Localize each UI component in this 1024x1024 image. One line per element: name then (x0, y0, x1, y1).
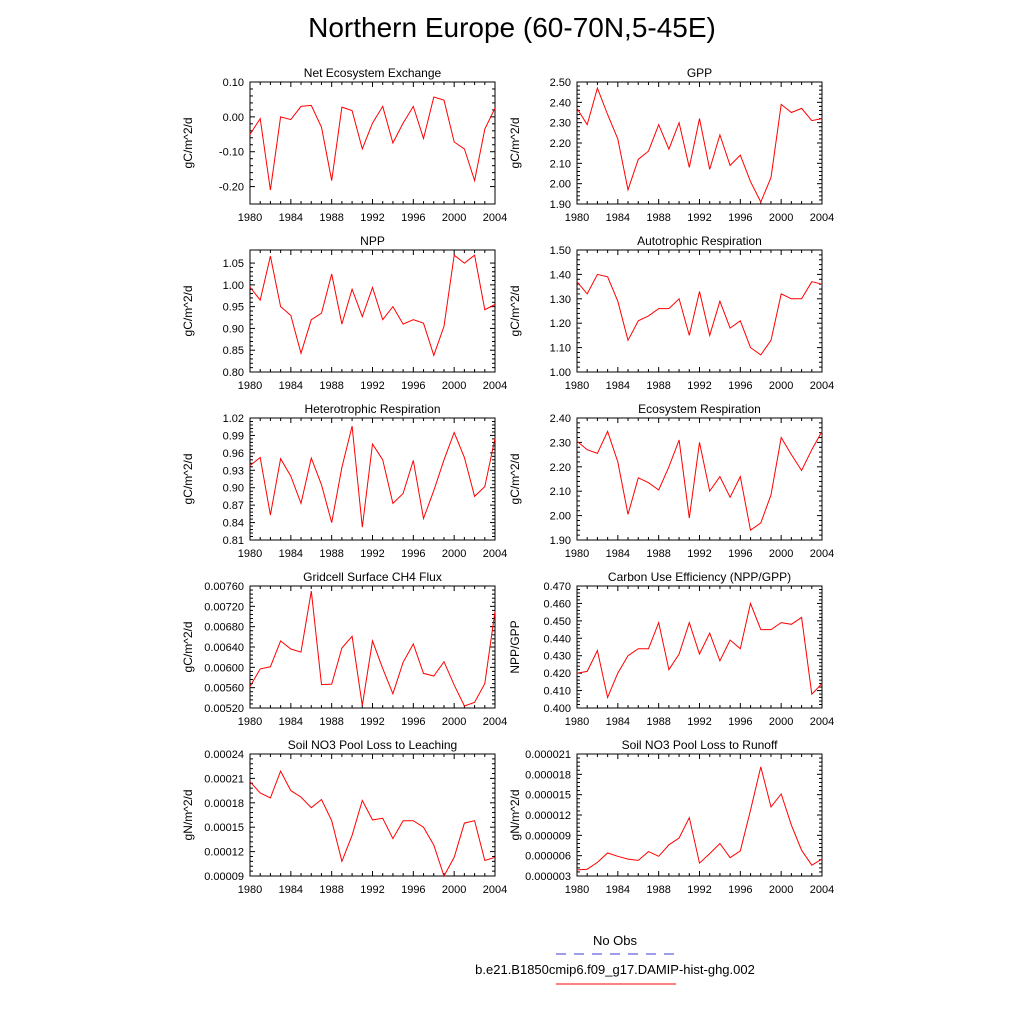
chart-9-ytick-label: 0.00009 (204, 871, 244, 883)
chart-1-ytick-label: 0.10 (222, 77, 244, 89)
chart-8-ytick-label: 0.440 (543, 633, 571, 646)
chart-8-ytick-label: 0.400 (543, 703, 571, 715)
chart-6-title: Ecosystem Respiration (638, 402, 761, 416)
chart-4-ytick-label: 1.10 (549, 342, 571, 355)
chart-6-ytick-label: 2.30 (549, 437, 571, 450)
chart-9-ytick-label: 0.00018 (204, 797, 244, 810)
chart-9-ylabel: gN/m^2/d (181, 789, 195, 841)
chart-9-xtick-label: 2000 (441, 884, 467, 896)
chart-4-series-line (577, 274, 822, 355)
chart-1-xtick-label: 1992 (360, 212, 385, 224)
chart-5-ytick-label: 0.96 (222, 447, 244, 460)
chart-1-xtick-label: 1996 (401, 212, 426, 224)
chart-10-ytick-label: 0.000009 (525, 830, 571, 843)
chart-10-ytick-label: 0.000015 (525, 789, 571, 802)
chart-10-ytick-label: 0.000012 (525, 810, 571, 822)
chart-2-ytick-label: 2.40 (549, 97, 571, 110)
chart-4-ytick-label: 1.20 (549, 318, 571, 331)
chart-2-ytick-label: 2.30 (549, 117, 571, 130)
chart-5-xtick-label: 1988 (319, 548, 344, 560)
chart-10-xtick-label: 2004 (809, 884, 835, 896)
chart-10-xtick-label: 1984 (605, 884, 631, 896)
chart-3-ytick-label: 1.05 (222, 258, 244, 271)
chart-2-ytick-label: 2.10 (549, 158, 571, 171)
chart-4-xtick-label: 1984 (605, 380, 631, 392)
chart-1-frame (250, 82, 495, 204)
chart-4-xtick-label: 2004 (809, 380, 835, 392)
chart-3-ytick-label: 0.90 (222, 323, 244, 336)
chart-1-ytick-label: 0.00 (222, 111, 244, 124)
chart-10-frame (577, 754, 822, 876)
chart-5-ytick-label: 0.99 (222, 430, 244, 443)
chart-4-ylabel: gC/m^2/d (508, 285, 522, 337)
chart-9-xtick-label: 1980 (237, 884, 263, 896)
legend-noobs-label: No Obs (592, 933, 638, 948)
chart-6-ytick-label: 2.10 (549, 486, 571, 499)
chart-7-xtick-label: 2004 (482, 716, 508, 728)
chart-7-ytick-label: 0.00520 (204, 703, 244, 715)
chart-5-frame (250, 418, 495, 540)
chart-4-frame (577, 250, 822, 372)
chart-5-ytick-label: 1.02 (222, 413, 244, 425)
chart-6-ylabel: gC/m^2/d (508, 453, 522, 505)
chart-7-ytick-label: 0.00600 (204, 662, 244, 675)
chart-9-xtick-label: 1984 (278, 884, 304, 896)
chart-5-series-line (250, 426, 495, 527)
chart-9-ytick-label: 0.00012 (204, 846, 244, 859)
chart-10-xtick-label: 1996 (728, 884, 753, 896)
chart-4-xtick-label: 2000 (768, 380, 794, 392)
chart-2-ytick-label: 2.50 (549, 77, 571, 89)
chart-2-ytick-label: 1.90 (549, 199, 571, 211)
chart-7-xtick-label: 1984 (278, 716, 304, 728)
chart-1-xtick-label: 2004 (482, 212, 508, 224)
chart-2-ytick-label: 2.00 (549, 178, 571, 191)
chart-4-xtick-label: 1992 (687, 380, 712, 392)
chart-9-xtick-label: 2004 (482, 884, 508, 896)
chart-10-title: Soil NO3 Pool Loss to Runoff (621, 738, 778, 752)
chart-3-xtick-label: 1992 (360, 380, 385, 392)
chart-7-series-line (250, 591, 495, 706)
chart-8-series-line (577, 603, 822, 697)
chart-7-xtick-label: 2000 (441, 716, 467, 728)
chart-7-ytick-label: 0.00680 (204, 621, 244, 634)
chart-8-xtick-label: 1984 (605, 716, 631, 728)
chart-2-xtick-label: 2004 (809, 212, 835, 224)
chart-9-frame (250, 754, 495, 876)
chart-7-ytick-label: 0.00760 (204, 581, 244, 593)
chart-3-ytick-label: 0.85 (222, 345, 244, 358)
chart-2-title: GPP (686, 66, 713, 80)
chart-6-frame (577, 418, 822, 540)
chart-6-ytick-label: 2.40 (549, 413, 571, 425)
chart-8-xtick-label: 1996 (728, 716, 753, 728)
chart-3-series-line (250, 255, 495, 355)
chart-2-ytick-label: 2.20 (549, 138, 571, 150)
chart-3-xtick-label: 2000 (441, 380, 467, 392)
chart-9-series-line (250, 771, 495, 876)
chart-3-xtick-label: 1984 (278, 380, 304, 392)
chart-6-xtick-label: 1988 (646, 548, 671, 560)
chart-1-ytick-label: -0.20 (218, 181, 244, 194)
chart-6-xtick-label: 2000 (768, 548, 794, 560)
chart-8-ytick-label: 0.460 (543, 598, 571, 611)
chart-8-ytick-label: 0.430 (543, 650, 571, 663)
chart-9-xtick-label: 1988 (319, 884, 344, 896)
chart-3-title: NPP (360, 234, 385, 248)
chart-10-ytick-label: 0.000003 (525, 871, 571, 883)
chart-10-xtick-label: 1992 (687, 884, 712, 896)
chart-5-xtick-label: 1984 (278, 548, 304, 560)
chart-9-xtick-label: 1992 (360, 884, 385, 896)
chart-8-xtick-label: 1980 (564, 716, 590, 728)
chart-4-xtick-label: 1988 (646, 380, 671, 392)
chart-9-ytick-label: 0.00015 (204, 822, 244, 835)
chart-2-frame (577, 82, 822, 204)
chart-5-ytick-label: 0.84 (222, 517, 244, 530)
chart-5-title: Heterotrophic Respiration (304, 402, 441, 416)
chart-3-ylabel: gC/m^2/d (181, 285, 195, 337)
chart-5-xtick-label: 1992 (360, 548, 385, 560)
chart-8-title: Carbon Use Efficiency (NPP/GPP) (607, 570, 792, 584)
chart-7-ytick-label: 0.00720 (204, 601, 244, 614)
chart-8-xtick-label: 1992 (687, 716, 712, 728)
chart-10-xtick-label: 1980 (564, 884, 590, 896)
chart-4-ytick-label: 1.50 (549, 245, 571, 257)
chart-7-xtick-label: 1992 (360, 716, 385, 728)
chart-6-xtick-label: 1992 (687, 548, 712, 560)
chart-7-xtick-label: 1988 (319, 716, 344, 728)
chart-6-xtick-label: 1996 (728, 548, 753, 560)
chart-1-title: Net Ecosystem Exchange (303, 66, 442, 80)
chart-2-xtick-label: 1984 (605, 212, 631, 224)
chart-8-ytick-label: 0.420 (543, 668, 571, 681)
chart-5-ylabel: gC/m^2/d (181, 453, 195, 505)
chart-8-xtick-label: 2000 (768, 716, 794, 728)
chart-1-xtick-label: 1984 (278, 212, 304, 224)
chart-6-series-line (577, 431, 822, 530)
chart-4-xtick-label: 1980 (564, 380, 590, 392)
chart-10-ytick-label: 0.000006 (525, 850, 571, 863)
chart-3-ytick-label: 0.95 (222, 301, 244, 314)
chart-1-xtick-label: 2000 (441, 212, 467, 224)
page-title: Northern Europe (60-70N,5-45E) (308, 12, 716, 43)
chart-10-ytick-label: 0.000018 (525, 769, 571, 782)
chart-5-ytick-label: 0.93 (222, 465, 244, 478)
chart-6-xtick-label: 1980 (564, 548, 590, 560)
chart-1-xtick-label: 1980 (237, 212, 263, 224)
chart-2-xtick-label: 1988 (646, 212, 671, 224)
chart-7-ylabel: gC/m^2/d (181, 621, 195, 673)
chart-2-ylabel: gC/m^2/d (508, 117, 522, 169)
chart-10-series-line (577, 767, 822, 870)
chart-5-ytick-label: 0.81 (222, 535, 244, 547)
chart-2-xtick-label: 1980 (564, 212, 590, 224)
chart-8-xtick-label: 2004 (809, 716, 835, 728)
chart-7-xtick-label: 1980 (237, 716, 263, 728)
chart-1-xtick-label: 1988 (319, 212, 344, 224)
chart-7-xtick-label: 1996 (401, 716, 426, 728)
chart-8-ytick-label: 0.450 (543, 615, 571, 628)
chart-5-ytick-label: 0.87 (222, 500, 244, 513)
chart-4-ytick-label: 1.00 (549, 367, 571, 379)
chart-9-ytick-label: 0.00021 (204, 773, 244, 786)
chart-2-series-line (577, 88, 822, 202)
chart-2-xtick-label: 2000 (768, 212, 794, 224)
chart-3-ytick-label: 1.00 (222, 279, 244, 292)
chart-7-frame (250, 586, 495, 708)
chart-8-ytick-label: 0.410 (543, 685, 571, 698)
chart-1-ylabel: gC/m^2/d (181, 117, 195, 169)
chart-3-frame (250, 250, 495, 372)
chart-4-xtick-label: 1996 (728, 380, 753, 392)
chart-7-title: Gridcell Surface CH4 Flux (303, 570, 442, 584)
chart-4-title: Autotrophic Respiration (637, 234, 762, 248)
chart-7-ytick-label: 0.00560 (204, 682, 244, 695)
chart-6-xtick-label: 2004 (809, 548, 835, 560)
chart-5-xtick-label: 1980 (237, 548, 263, 560)
chart-5-xtick-label: 1996 (401, 548, 426, 560)
chart-10-xtick-label: 1988 (646, 884, 671, 896)
chart-6-ytick-label: 2.20 (549, 461, 571, 474)
chart-1-series-line (250, 97, 495, 190)
chart-3-xtick-label: 1980 (237, 380, 263, 392)
chart-8-frame (577, 586, 822, 708)
chart-2-xtick-label: 1996 (728, 212, 753, 224)
chart-5-ytick-label: 0.90 (222, 482, 244, 495)
chart-9-title: Soil NO3 Pool Loss to Leaching (287, 738, 458, 752)
chart-5-xtick-label: 2004 (482, 548, 508, 560)
chart-10-ytick-label: 0.000021 (525, 749, 571, 761)
chart-2-xtick-label: 1992 (687, 212, 712, 224)
chart-6-ytick-label: 1.90 (549, 535, 571, 547)
legend-run-label: b.e21.B1850cmip6.f09_g17.DAMIP-hist-ghg.002 (475, 962, 755, 977)
chart-4-ytick-label: 1.30 (549, 293, 571, 306)
chart-3-xtick-label: 2004 (482, 380, 508, 392)
chart-6-ytick-label: 2.00 (549, 510, 571, 523)
chart-1-ytick-label: -0.10 (218, 146, 244, 159)
chart-10-ylabel: gN/m^2/d (508, 789, 522, 841)
chart-10-xtick-label: 2000 (768, 884, 794, 896)
chart-8-ylabel: NPP/GPP (508, 620, 522, 674)
chart-3-xtick-label: 1988 (319, 380, 344, 392)
chart-3-xtick-label: 1996 (401, 380, 426, 392)
chart-3-ytick-label: 0.80 (222, 367, 244, 379)
chart-4-ytick-label: 1.40 (549, 269, 571, 282)
chart-6-xtick-label: 1984 (605, 548, 631, 560)
chart-8-ytick-label: 0.470 (543, 581, 571, 593)
chart-9-ytick-label: 0.00024 (204, 749, 244, 761)
chart-8-xtick-label: 1988 (646, 716, 671, 728)
chart-5-xtick-label: 2000 (441, 548, 467, 560)
chart-7-ytick-label: 0.00640 (204, 642, 244, 654)
chart-9-xtick-label: 1996 (401, 884, 426, 896)
